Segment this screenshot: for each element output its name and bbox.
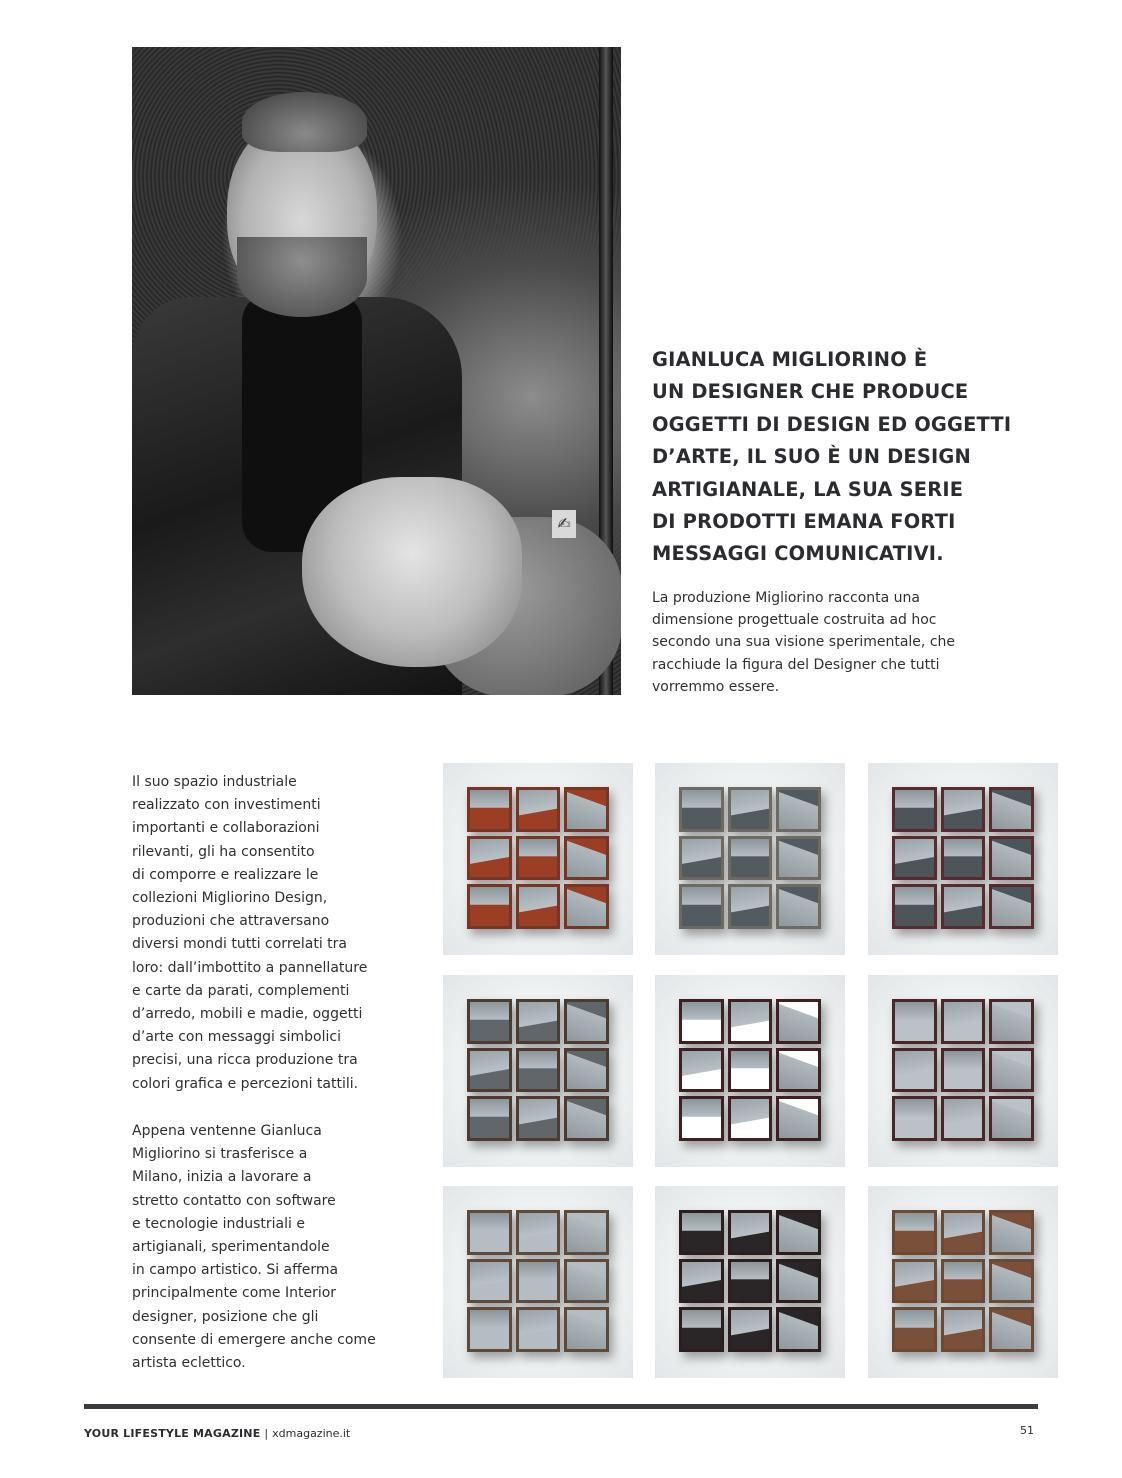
panel-module (989, 787, 1034, 832)
panel-module (564, 787, 609, 832)
beard (237, 237, 367, 317)
panel-module (467, 1048, 512, 1093)
footer-credit (84, 1427, 350, 1440)
panel-module (728, 884, 773, 929)
body-line: Appena ventenne Gianluca (132, 1123, 322, 1139)
panel-module (776, 1096, 821, 1141)
modular-panel (679, 787, 821, 929)
intro-line: La produzione Migliorino racconta una (652, 590, 920, 606)
modular-panel (892, 1210, 1034, 1352)
body-line: artigianali, sperimentandole (132, 1239, 330, 1256)
panel-module (467, 999, 512, 1044)
panel-module (989, 1096, 1034, 1141)
footer-separator: | (264, 1427, 269, 1440)
panel-module (776, 1307, 821, 1352)
panel-module (679, 1210, 724, 1255)
panel-module (892, 1307, 937, 1352)
body-line: artista eclettico. (132, 1355, 246, 1372)
body-line: designer, posizione che gli (132, 1308, 319, 1325)
panel-module (679, 884, 724, 929)
product-tile (868, 763, 1058, 955)
body-line: rilevanti, gli ha consentito (132, 843, 315, 860)
pull-quote-line: D’ARTE, IL SUO È UN DESIGN (652, 445, 971, 469)
magazine-site-link[interactable]: xdmagazine.it (272, 1427, 351, 1440)
panel-module (679, 1307, 724, 1352)
pull-quote-line: GIANLUCA MIGLIORINO È (652, 348, 928, 371)
panel-module (776, 999, 821, 1044)
intro-line: secondo una sua visione sperimentale, che (652, 634, 955, 651)
panel-module (679, 1048, 724, 1093)
panel-module (516, 1096, 561, 1141)
modular-panel (467, 999, 609, 1141)
panel-module (467, 1307, 512, 1352)
panel-module (941, 884, 986, 929)
panel-module (941, 1048, 986, 1093)
panel-module (564, 1307, 609, 1352)
panel-module (776, 1210, 821, 1255)
product-tile (868, 1186, 1058, 1378)
panel-module (516, 1048, 561, 1093)
panel-module (941, 836, 986, 881)
clasped-hands (302, 477, 522, 667)
panel-module (892, 1096, 937, 1141)
artist-signature-icon: ✍ (552, 510, 576, 538)
body-paragraph-1 (132, 771, 422, 1096)
body-paragraph-2 (132, 1120, 422, 1375)
product-tile (443, 975, 633, 1167)
pull-quote-line: DI PRODOTTI EMANA FORTI (652, 510, 956, 534)
panel-module (564, 999, 609, 1044)
panel-module (728, 1307, 773, 1352)
panel-module (989, 1048, 1034, 1093)
body-line: stretto contatto con software (132, 1192, 336, 1209)
panel-module (516, 1210, 561, 1255)
panel-module (467, 1096, 512, 1141)
pull-quote-line: OGGETTI DI DESIGN ED OGGETTI (652, 412, 1012, 436)
panel-module (467, 1259, 512, 1304)
body-line: realizzato con investimenti (132, 797, 321, 814)
panel-module (728, 999, 773, 1044)
panel-module (679, 1259, 724, 1304)
body-line: Il suo spazio industriale (132, 774, 297, 790)
panel-module (776, 787, 821, 832)
panel-module (728, 787, 773, 832)
panel-module (728, 1259, 773, 1304)
product-tile (443, 1186, 633, 1378)
body-line: e carte da parati, complementi (132, 982, 350, 999)
panel-module (467, 1210, 512, 1255)
modular-panel (892, 999, 1034, 1141)
panel-module (679, 999, 724, 1044)
panel-module (516, 999, 561, 1044)
panel-module (679, 787, 724, 832)
modular-panel (467, 1210, 609, 1352)
panel-module (728, 1096, 773, 1141)
body-line: loro: dall’imbottito a pannellature (132, 959, 368, 976)
body-line: Milano, inizia a lavorare a (132, 1169, 312, 1186)
pull-quote-line: UN DESIGNER CHE PRODUCE (652, 380, 969, 404)
body-line: Migliorino si trasferisce a (132, 1146, 308, 1163)
product-tile (655, 763, 845, 955)
body-line: produzioni che attraversano (132, 913, 330, 930)
body-line: principalmente come Interior (132, 1285, 337, 1302)
product-tile (868, 975, 1058, 1167)
panel-module (892, 1210, 937, 1255)
panel-module (516, 884, 561, 929)
pull-quote (652, 344, 1032, 571)
panel-module (892, 999, 937, 1044)
pull-quote-line: MESSAGGI COMUNICATIVI. (652, 542, 944, 566)
panel-module (776, 1259, 821, 1304)
panel-module (516, 787, 561, 832)
modular-panel (467, 787, 609, 929)
panel-module (516, 1259, 561, 1304)
body-line: di comporre e realizzare le (132, 866, 319, 883)
body-line: colori grafica e percezioni tattili. (132, 1075, 359, 1092)
body-line: diversi mondi tutti correlati tra (132, 936, 348, 953)
modular-panel (679, 1210, 821, 1352)
panel-module (892, 1259, 937, 1304)
body-line: in campo artistico. Si afferma (132, 1262, 339, 1279)
modular-panel (892, 787, 1034, 929)
intro-paragraph (652, 587, 1032, 698)
panel-module (467, 787, 512, 832)
panel-module (941, 1210, 986, 1255)
intro-line: racchiude la figura del Designer che tutti (652, 656, 940, 673)
panel-module (941, 1096, 986, 1141)
product-tile (443, 763, 633, 955)
panel-module (941, 999, 986, 1044)
body-line: importanti e collaborazioni (132, 820, 320, 837)
panel-module (564, 1210, 609, 1255)
panel-module (776, 836, 821, 881)
panel-module (516, 836, 561, 881)
product-tile (655, 975, 845, 1167)
intro-line: vorremmo essere. (652, 678, 780, 695)
hair (242, 92, 367, 152)
body-line: d’arte con messaggi simbolici (132, 1029, 341, 1046)
product-tile (655, 1186, 845, 1378)
panel-module (941, 1259, 986, 1304)
panel-module (941, 787, 986, 832)
panel-module (776, 1048, 821, 1093)
panel-module (679, 836, 724, 881)
panel-module (989, 999, 1034, 1044)
body-line: collezioni Migliorino Design, (132, 890, 328, 907)
pull-quote-line: ARTIGIANALE, LA SUA SERIE (652, 477, 964, 501)
panel-module (728, 1210, 773, 1255)
panel-module (728, 1048, 773, 1093)
panel-module (989, 884, 1034, 929)
panel-module (892, 787, 937, 832)
body-line: d’arredo, mobili e madie, oggetti (132, 1006, 363, 1023)
intro-line: dimensione progettuale costruita ad hoc (652, 612, 937, 629)
panel-module (989, 1307, 1034, 1352)
panel-module (564, 884, 609, 929)
panel-module (892, 836, 937, 881)
body-line: precisi, una ricca produzione tra (132, 1052, 358, 1069)
panel-module (467, 884, 512, 929)
panel-module (516, 1307, 561, 1352)
panel-module (892, 884, 937, 929)
magazine-brand: YOUR LIFESTYLE MAGAZINE (84, 1427, 261, 1440)
panel-module (564, 1048, 609, 1093)
body-line: consente di emergere anche come (132, 1331, 376, 1348)
panel-module (941, 1307, 986, 1352)
panel-module (564, 836, 609, 881)
panel-module (776, 884, 821, 929)
panel-module (467, 836, 512, 881)
panel-module (989, 836, 1034, 881)
panel-module (989, 1210, 1034, 1255)
panel-module (728, 836, 773, 881)
panel-module (679, 1096, 724, 1141)
body-line: e tecnologie industriali e (132, 1215, 305, 1232)
footer-rule (84, 1404, 1038, 1409)
modular-panel (679, 999, 821, 1141)
panel-module (564, 1259, 609, 1304)
page-number: 51 (1020, 1424, 1034, 1437)
panel-module (989, 1259, 1034, 1304)
panel-module (892, 1048, 937, 1093)
panel-module (564, 1096, 609, 1141)
designer-portrait-photo (132, 47, 621, 695)
